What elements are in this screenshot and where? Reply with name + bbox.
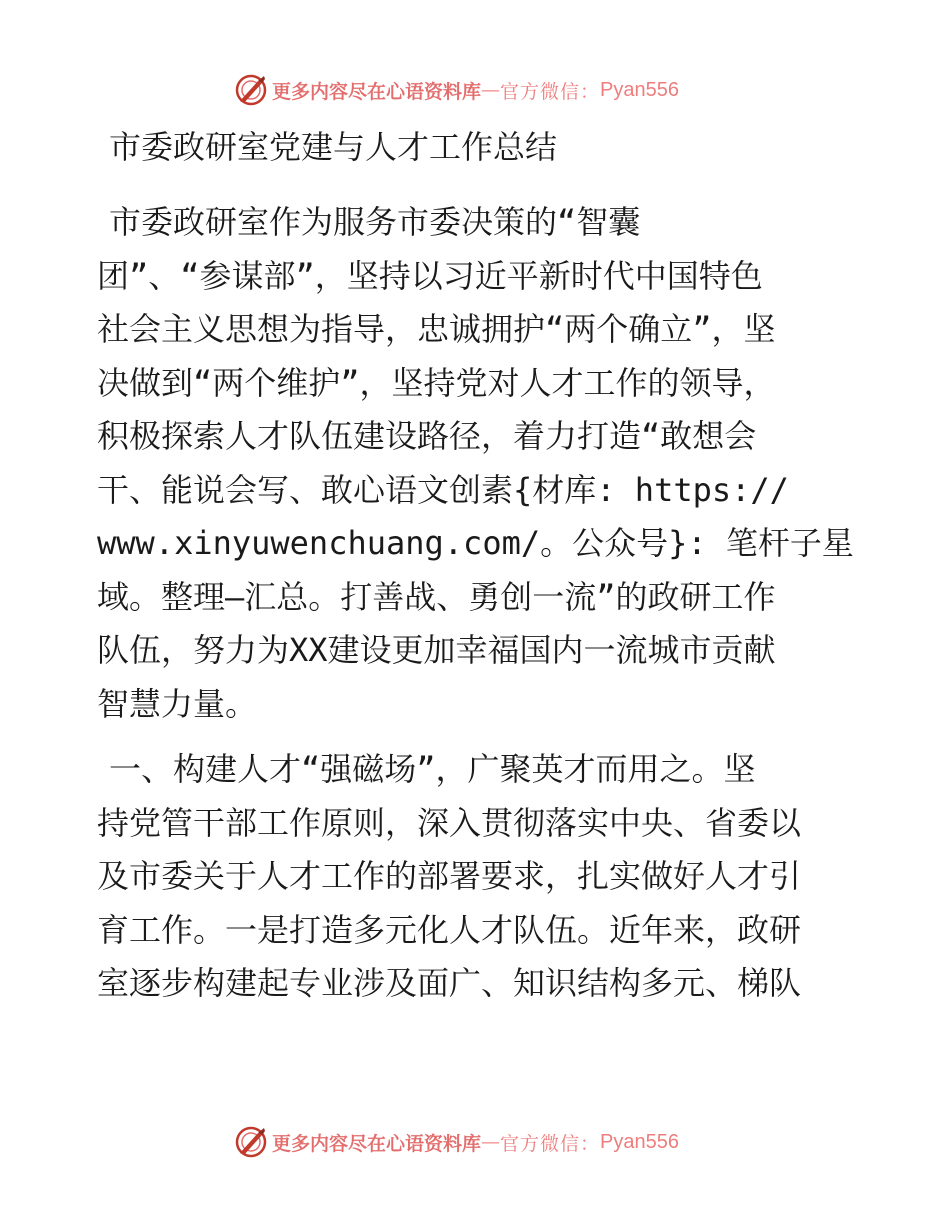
banner-wechat-label: 官方微信： [500,80,601,103]
paragraph-line: 干、能说会写、敢心语文创素{材库: https:// [97,470,789,509]
quill-pen-logo-icon [234,1125,268,1159]
paragraph-section-one [97,743,857,1011]
banner-separator: — [481,1131,501,1153]
banner-separator: — [481,79,501,101]
banner-wechat-label: 官方微信： [500,1132,601,1155]
paragraph-line: 持党管干部工作原则，深入贯彻落实中央、省委以 [97,803,802,842]
paragraph-line: 团”、“参谋部”，坚持以习近平新时代中国特色 [97,256,763,295]
paragraph-line: 积极探索人才队伍建设路径，着力打造“敢想会 [97,417,757,455]
banner-slogan: 更多内容尽在心语资料库 [272,80,482,103]
paragraph-line: 社会主义思想为指导，忠诚拥护“两个确立”，坚 [97,310,776,348]
paragraph-line: 队伍，努力为XX建设更加幸福国内一流城市贡献 [97,631,776,669]
paragraph-line: 室逐步构建起专业涉及面广、知识结构多元、梯队 [97,964,802,1002]
paragraph-line: 一、构建人才“强磁场”，广聚英才而用之。坚 [109,750,756,788]
paragraph-line: 决做到“两个维护”，坚持党对人才工作的领导， [97,363,776,402]
paragraph-line: 域。整理—汇总。打善战、勇创一流”的政研工作 [97,577,776,616]
banner-slogan: 更多内容尽在心语资料库 [272,1132,482,1155]
header-watermark-banner [234,70,679,110]
paragraph-line: www.xinyuwenchuang.com/。公众号}: 笔杆子星 [97,524,854,562]
footer-watermark-banner [234,1122,679,1162]
quill-pen-logo-icon [234,73,268,107]
paragraph-line: 智慧力量。 [97,684,258,723]
document-title: 市委政研室党建与人才工作总结 [109,128,558,166]
banner-wechat-id: Pyan556 [600,78,679,101]
paragraph-intro [97,196,857,731]
paragraph-line: 及市委关于人才工作的部署要求，扎实做好人才引 [97,857,802,895]
paragraph-line: 育工作。一是打造多元化人才队伍。近年来，政研 [97,910,802,949]
banner-wechat-id: Pyan556 [600,1130,679,1153]
paragraph-line: 市委政研室作为服务市委决策的“智囊 [109,203,641,241]
document-body [97,124,857,1011]
